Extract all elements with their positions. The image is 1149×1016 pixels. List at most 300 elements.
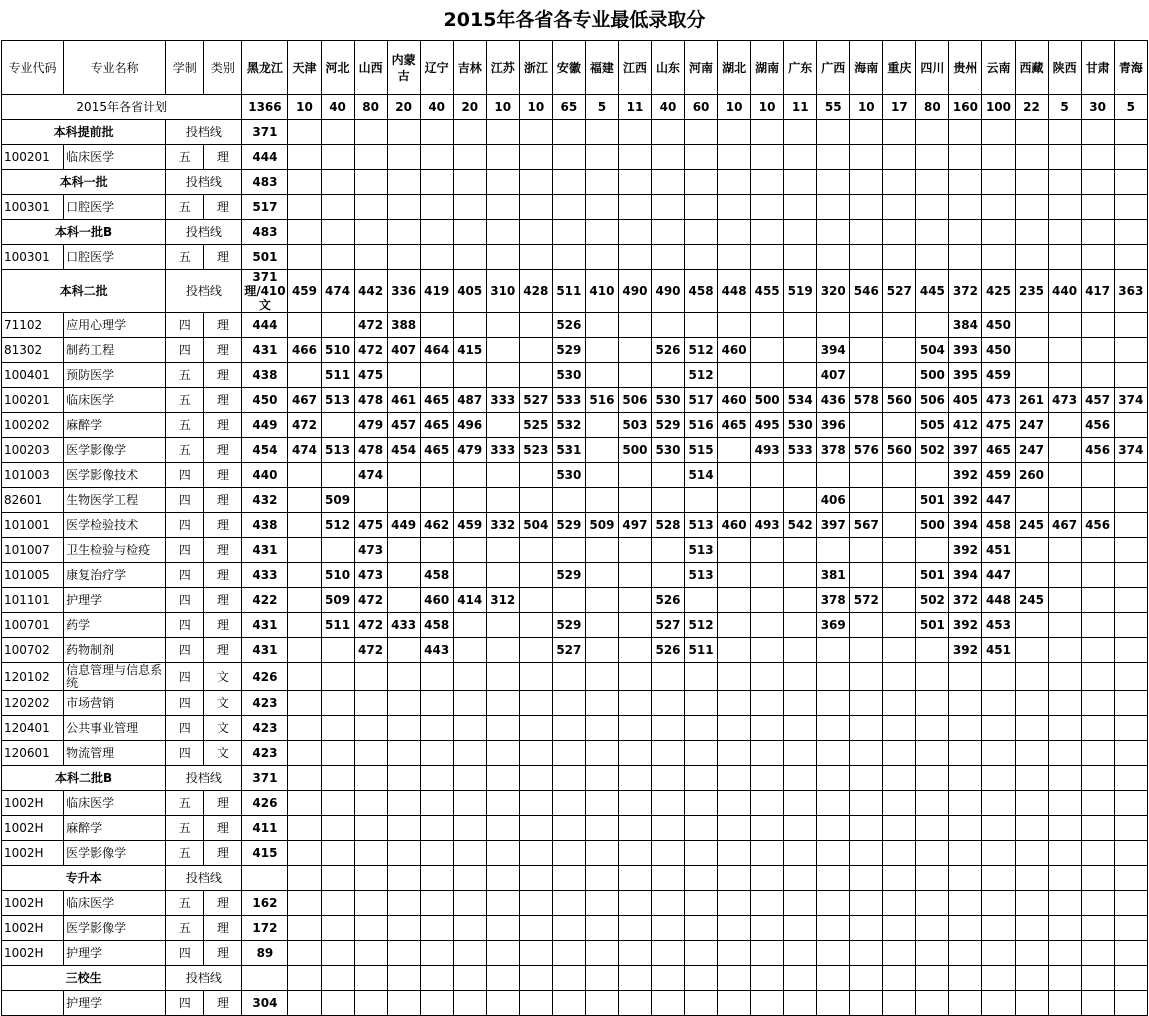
score-cell: [949, 691, 982, 716]
major-name: 麻醉学: [64, 816, 166, 841]
score-cell: [486, 966, 519, 991]
score-cell: [883, 220, 916, 245]
score-cell: 459: [288, 270, 321, 313]
score-cell: 527: [552, 638, 585, 663]
major-category: 理: [204, 313, 242, 338]
score-cell: [1114, 363, 1147, 388]
score-cell: [651, 563, 684, 588]
score-cell: [817, 170, 850, 195]
score-cell: 572: [850, 588, 883, 613]
score-cell: [1048, 538, 1081, 563]
score-cell: 532: [552, 413, 585, 438]
score-cell: [1048, 791, 1081, 816]
major-years: 四: [166, 588, 204, 613]
score-cell: [1081, 816, 1114, 841]
score-cell: [817, 966, 850, 991]
major-code: 1002H: [2, 941, 64, 966]
score-cell: [1048, 588, 1081, 613]
score-cell: [718, 120, 751, 145]
score-cell: 504: [519, 513, 552, 538]
score-cell: [685, 941, 718, 966]
table-row: [2, 691, 1148, 716]
score-cell: [519, 363, 552, 388]
table-row: [2, 463, 1148, 488]
score-cell: 371: [242, 120, 288, 145]
major-category: 理: [204, 338, 242, 363]
score-cell: [718, 638, 751, 663]
major-years: 四: [166, 741, 204, 766]
score-cell: [420, 841, 453, 866]
score-cell: [321, 313, 354, 338]
score-cell: 422: [242, 588, 288, 613]
major-category: 理: [204, 145, 242, 170]
score-cell: [949, 791, 982, 816]
score-cell: [784, 563, 817, 588]
score-cell: [1081, 691, 1114, 716]
score-cell: [1081, 841, 1114, 866]
score-cell: [288, 145, 321, 170]
score-cell: [916, 120, 949, 145]
score-cell: [552, 663, 585, 691]
plan-value: 10: [486, 95, 519, 120]
score-cell: [486, 991, 519, 1016]
score-cell: 462: [420, 513, 453, 538]
score-cell: [552, 691, 585, 716]
section-row: [2, 966, 1148, 991]
plan-value: 20: [453, 95, 486, 120]
score-cell: [751, 691, 784, 716]
header-province: 贵州: [949, 41, 982, 95]
score-cell: [883, 513, 916, 538]
score-cell: [784, 245, 817, 270]
score-cell: [916, 691, 949, 716]
major-category: 理: [204, 816, 242, 841]
score-cell: [883, 613, 916, 638]
score-cell: 454: [242, 438, 288, 463]
plan-value: 10: [519, 95, 552, 120]
score-cell: [1081, 613, 1114, 638]
score-cell: [453, 463, 486, 488]
score-cell: [850, 741, 883, 766]
score-cell: [552, 966, 585, 991]
score-cell: [1114, 691, 1147, 716]
score-cell: 530: [651, 388, 684, 413]
score-cell: [486, 766, 519, 791]
major-category: 理: [204, 891, 242, 916]
score-cell: [916, 916, 949, 941]
score-cell: 475: [354, 513, 387, 538]
score-cell: [1114, 170, 1147, 195]
score-cell: 457: [1081, 388, 1114, 413]
score-cell: [321, 663, 354, 691]
score-cell: [850, 563, 883, 588]
score-cell: [850, 538, 883, 563]
score-cell: [453, 563, 486, 588]
score-cell: [618, 866, 651, 891]
score-cell: [949, 220, 982, 245]
major-years: 四: [166, 691, 204, 716]
score-cell: [1048, 866, 1081, 891]
score-cell: [585, 663, 618, 691]
score-cell: 460: [718, 513, 751, 538]
score-cell: 363: [1114, 270, 1147, 313]
score-cell: 393: [949, 338, 982, 363]
score-cell: [883, 245, 916, 270]
score-cell: 450: [982, 313, 1015, 338]
score-cell: [1114, 841, 1147, 866]
section-toudang-label: 投档线: [166, 766, 242, 791]
score-cell: [486, 716, 519, 741]
score-cell: [1015, 338, 1048, 363]
score-cell: 374: [1114, 438, 1147, 463]
table-row: [2, 941, 1148, 966]
score-cell: [387, 766, 420, 791]
score-cell: [585, 766, 618, 791]
plan-value: 40: [651, 95, 684, 120]
major-code: 100401: [2, 363, 64, 388]
score-cell: [751, 663, 784, 691]
score-cell: 526: [651, 338, 684, 363]
score-cell: [1048, 741, 1081, 766]
score-cell: [288, 313, 321, 338]
score-cell: 423: [242, 741, 288, 766]
score-cell: [552, 170, 585, 195]
score-cell: [850, 145, 883, 170]
score-cell: 513: [321, 438, 354, 463]
score-cell: [982, 766, 1015, 791]
score-cell: [486, 691, 519, 716]
score-cell: [354, 195, 387, 220]
score-cell: [486, 663, 519, 691]
score-cell: [321, 170, 354, 195]
header-years: 学制: [166, 41, 204, 95]
score-cell: [982, 741, 1015, 766]
major-years: 四: [166, 716, 204, 741]
major-category: 理: [204, 791, 242, 816]
score-cell: [850, 638, 883, 663]
table-row: [2, 916, 1148, 941]
score-cell: [387, 791, 420, 816]
major-name: 临床医学: [64, 388, 166, 413]
major-years: 四: [166, 338, 204, 363]
header-province: 内蒙古: [387, 41, 420, 95]
score-cell: [883, 170, 916, 195]
section-toudang-label: 投档线: [166, 170, 242, 195]
score-cell: [916, 716, 949, 741]
score-cell: [850, 363, 883, 388]
score-cell: [585, 638, 618, 663]
score-cell: [618, 220, 651, 245]
plan-value: 20: [387, 95, 420, 120]
score-cell: [354, 941, 387, 966]
score-cell: [354, 791, 387, 816]
score-cell: [718, 941, 751, 966]
score-cell: [585, 413, 618, 438]
score-cell: [685, 245, 718, 270]
score-cell: 490: [651, 270, 684, 313]
score-cell: [651, 663, 684, 691]
score-cell: [288, 488, 321, 513]
score-cell: [354, 120, 387, 145]
score-cell: [883, 841, 916, 866]
score-cell: [784, 966, 817, 991]
score-cell: [883, 463, 916, 488]
score-cell: [1081, 120, 1114, 145]
score-cell: [420, 220, 453, 245]
score-cell: 247: [1015, 413, 1048, 438]
score-cell: [585, 538, 618, 563]
header-province: 西藏: [1015, 41, 1048, 95]
score-cell: 392: [949, 463, 982, 488]
score-cell: [519, 691, 552, 716]
score-cell: [949, 195, 982, 220]
score-cell: [883, 538, 916, 563]
score-cell: [850, 891, 883, 916]
major-code: 1002H: [2, 841, 64, 866]
score-cell: [1015, 791, 1048, 816]
score-cell: 517: [242, 195, 288, 220]
score-cell: 396: [817, 413, 850, 438]
score-cell: 461: [387, 388, 420, 413]
score-cell: [718, 538, 751, 563]
major-name: 医学检验技术: [64, 513, 166, 538]
score-cell: 529: [552, 338, 585, 363]
score-cell: [817, 245, 850, 270]
major-name: 公共事业管理: [64, 716, 166, 741]
major-code: 1002H: [2, 916, 64, 941]
score-cell: [387, 941, 420, 966]
major-category: 理: [204, 916, 242, 941]
score-cell: [288, 170, 321, 195]
score-cell: [651, 991, 684, 1016]
score-cell: 172: [242, 916, 288, 941]
score-cell: [288, 816, 321, 841]
score-cell: 447: [982, 563, 1015, 588]
score-cell: 440: [1048, 270, 1081, 313]
table-row: [2, 841, 1148, 866]
score-cell: [883, 791, 916, 816]
table-row: [2, 663, 1148, 691]
score-cell: [850, 463, 883, 488]
section-toudang-label: 投档线: [166, 966, 242, 991]
score-cell: [982, 916, 1015, 941]
table-row: [2, 438, 1148, 463]
major-category: 理: [204, 613, 242, 638]
score-cell: [1081, 866, 1114, 891]
score-cell: [1081, 170, 1114, 195]
score-cell: 438: [242, 513, 288, 538]
score-cell: 459: [453, 513, 486, 538]
score-cell: 235: [1015, 270, 1048, 313]
score-cell: [288, 513, 321, 538]
score-cell: [242, 966, 288, 991]
major-code: 71102: [2, 313, 64, 338]
score-cell: 260: [1015, 463, 1048, 488]
score-cell: [751, 613, 784, 638]
score-cell: [751, 488, 784, 513]
score-cell: [651, 538, 684, 563]
score-cell: [982, 991, 1015, 1016]
section-toudang-label: 投档线: [166, 866, 242, 891]
score-cell: [1114, 588, 1147, 613]
header-province: 湖北: [718, 41, 751, 95]
score-cell: [651, 891, 684, 916]
score-cell: [751, 563, 784, 588]
score-cell: [883, 816, 916, 841]
major-category: 理: [204, 513, 242, 538]
score-cell: 460: [420, 588, 453, 613]
score-cell: 514: [685, 463, 718, 488]
major-name: 康复治疗学: [64, 563, 166, 588]
score-cell: [784, 170, 817, 195]
score-cell: [1015, 145, 1048, 170]
score-cell: [1015, 991, 1048, 1016]
score-cell: [718, 613, 751, 638]
score-cell: [651, 741, 684, 766]
score-cell: 443: [420, 638, 453, 663]
score-cell: [453, 170, 486, 195]
score-cell: [420, 816, 453, 841]
score-cell: [685, 120, 718, 145]
score-cell: 447: [982, 488, 1015, 513]
score-cell: 530: [552, 363, 585, 388]
score-cell: [1081, 791, 1114, 816]
score-cell: [1048, 916, 1081, 941]
score-cell: 449: [242, 413, 288, 438]
score-cell: [883, 991, 916, 1016]
major-category: 理: [204, 588, 242, 613]
score-cell: [850, 488, 883, 513]
major-years: 四: [166, 488, 204, 513]
score-cell: 451: [982, 538, 1015, 563]
score-cell: [552, 791, 585, 816]
score-cell: 479: [453, 438, 486, 463]
score-cell: [354, 891, 387, 916]
score-cell: [453, 120, 486, 145]
score-cell: [751, 363, 784, 388]
score-cell: 479: [354, 413, 387, 438]
score-cell: [949, 866, 982, 891]
score-cell: [1015, 663, 1048, 691]
score-cell: [321, 966, 354, 991]
score-cell: 388: [387, 313, 420, 338]
score-cell: [288, 220, 321, 245]
score-cell: [850, 613, 883, 638]
score-cell: [1048, 966, 1081, 991]
score-cell: 162: [242, 891, 288, 916]
score-cell: [751, 463, 784, 488]
score-cell: 394: [949, 513, 982, 538]
score-cell: [321, 195, 354, 220]
score-cell: [1048, 691, 1081, 716]
score-cell: [916, 538, 949, 563]
score-cell: [1114, 195, 1147, 220]
score-cell: [817, 841, 850, 866]
score-cell: [982, 120, 1015, 145]
score-cell: [883, 716, 916, 741]
plan-label: 2015年各省计划: [2, 95, 242, 120]
score-cell: 509: [321, 588, 354, 613]
score-cell: [1081, 563, 1114, 588]
score-cell: [618, 916, 651, 941]
score-cell: [288, 195, 321, 220]
score-cell: [784, 220, 817, 245]
score-cell: 261: [1015, 388, 1048, 413]
score-cell: [751, 816, 784, 841]
table-row: [2, 413, 1148, 438]
score-cell: [982, 941, 1015, 966]
score-cell: [242, 866, 288, 891]
score-cell: [1081, 638, 1114, 663]
major-code: 1002H: [2, 791, 64, 816]
score-cell: [982, 966, 1015, 991]
score-cell: [651, 220, 684, 245]
score-cell: [486, 313, 519, 338]
score-cell: [1048, 413, 1081, 438]
score-cell: [354, 245, 387, 270]
score-cell: [916, 663, 949, 691]
score-cell: [718, 245, 751, 270]
score-cell: 332: [486, 513, 519, 538]
score-cell: 320: [817, 270, 850, 313]
score-cell: [1081, 488, 1114, 513]
score-cell: 529: [651, 413, 684, 438]
score-cell: 467: [1048, 513, 1081, 538]
score-cell: [718, 966, 751, 991]
score-cell: [585, 563, 618, 588]
score-cell: [519, 220, 552, 245]
score-cell: [321, 691, 354, 716]
score-cell: [1015, 563, 1048, 588]
score-cell: [685, 766, 718, 791]
score-cell: [1048, 463, 1081, 488]
score-cell: [420, 916, 453, 941]
score-cell: 527: [883, 270, 916, 313]
score-cell: 460: [718, 388, 751, 413]
header-province: 山东: [651, 41, 684, 95]
score-cell: [387, 363, 420, 388]
score-cell: [519, 170, 552, 195]
score-cell: [420, 991, 453, 1016]
major-category: 文: [204, 741, 242, 766]
score-cell: [883, 338, 916, 363]
score-cell: [321, 866, 354, 891]
major-code: 100301: [2, 195, 64, 220]
score-cell: 371理/410文: [242, 270, 288, 313]
score-cell: [718, 663, 751, 691]
score-cell: [850, 816, 883, 841]
score-cell: [1048, 941, 1081, 966]
score-cell: 460: [718, 338, 751, 363]
table-row: [2, 245, 1148, 270]
score-cell: [1048, 663, 1081, 691]
score-cell: 372: [949, 270, 982, 313]
score-cell: [651, 170, 684, 195]
plan-value: 55: [817, 95, 850, 120]
score-cell: [1081, 245, 1114, 270]
score-cell: [1048, 766, 1081, 791]
score-cell: [486, 338, 519, 363]
score-cell: [982, 170, 1015, 195]
score-cell: [949, 663, 982, 691]
score-cell: 567: [850, 513, 883, 538]
score-cell: [685, 588, 718, 613]
score-cell: 384: [949, 313, 982, 338]
score-cell: [784, 716, 817, 741]
score-cell: 432: [242, 488, 288, 513]
table-row: [2, 513, 1148, 538]
score-cell: [916, 816, 949, 841]
